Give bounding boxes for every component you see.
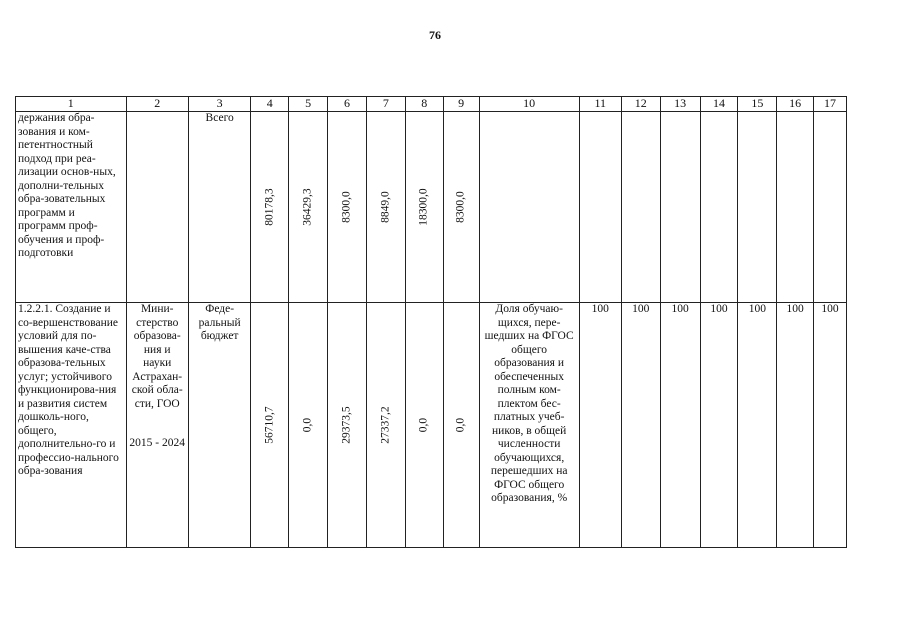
- indicator-value-cell: [660, 112, 700, 303]
- indicator-value-cell: [621, 112, 660, 303]
- amount-cell: [366, 112, 405, 303]
- amount-value: 0,0: [454, 417, 467, 433]
- amount-value: 27337,2: [379, 406, 392, 444]
- executor-cell: [126, 112, 188, 303]
- col-header: 16: [777, 97, 814, 112]
- amount-cell: [289, 112, 328, 303]
- amount-value: 18300,0: [417, 188, 430, 226]
- amount-value: 80178,3: [263, 188, 276, 226]
- amount-value: 0,0: [301, 417, 314, 433]
- col-header: 7: [366, 97, 405, 112]
- col-header: 5: [289, 97, 328, 112]
- page-number: 76: [429, 28, 441, 42]
- amount-value: 8300,0: [340, 191, 353, 223]
- indicator-value-cell: [700, 112, 738, 303]
- amount-cell: [443, 303, 479, 548]
- col-header: 10: [479, 97, 579, 112]
- column-number-row: [16, 97, 847, 112]
- amount-value: 8300,0: [454, 191, 467, 223]
- amount-cell: [405, 112, 443, 303]
- col-header: 14: [700, 97, 738, 112]
- col-header: 15: [738, 97, 777, 112]
- indicator-value-cell: 100: [777, 303, 814, 548]
- executor-text: Мини-стерство образова-ния и науки Астрахан-ской обла-сти, ГОО: [131, 303, 183, 410]
- amount-value: 0,0: [417, 417, 430, 433]
- amount-value: 36429,3: [301, 188, 314, 226]
- executor-cell: [126, 303, 188, 548]
- col-header: 3: [188, 97, 250, 112]
- amount-total-cell: [251, 112, 289, 303]
- indicator-value-cell: 100: [621, 303, 660, 548]
- amount-cell: [366, 303, 405, 548]
- amount-cell: [328, 303, 367, 548]
- funding-source-cell: Феде-ральный бюджет: [188, 303, 250, 548]
- col-header: 9: [443, 97, 479, 112]
- col-header: 6: [328, 97, 367, 112]
- col-header: 17: [814, 97, 847, 112]
- indicator-value-cell: [777, 112, 814, 303]
- period-text: 2015 - 2024: [129, 437, 186, 449]
- amount-cell: [443, 112, 479, 303]
- funding-source-cell: Всего: [188, 112, 250, 303]
- indicator-value-cell: [814, 112, 847, 303]
- indicator-value-cell: 100: [660, 303, 700, 548]
- indicator-cell: Доля обучаю-щихся, пере-шедших на ФГОС общего образования и обеспеченных полным ком-плектом бес-платных учеб-ников, в общей численности обучающихся, перешедших на ФГОС общего образования, %: [479, 303, 579, 548]
- amount-cell: [405, 303, 443, 548]
- indicator-value-cell: 100: [814, 303, 847, 548]
- amount-value: 8849,0: [379, 191, 392, 223]
- col-header: 4: [251, 97, 289, 112]
- amount-value: 56710,7: [263, 406, 276, 444]
- col-header: 11: [579, 97, 621, 112]
- indicator-value-cell: 100: [700, 303, 738, 548]
- amount-cell: [289, 303, 328, 548]
- amount-total-cell: [251, 303, 289, 548]
- col-header: 1: [16, 97, 127, 112]
- indicator-value-cell: 100: [738, 303, 777, 548]
- col-header: 2: [126, 97, 188, 112]
- table-row: [16, 303, 847, 548]
- table-row: [16, 112, 847, 303]
- indicator-value-cell: [738, 112, 777, 303]
- program-table: [15, 96, 847, 548]
- indicator-value-cell: 100: [579, 303, 621, 548]
- amount-value: 29373,5: [340, 406, 353, 444]
- col-header: 12: [621, 97, 660, 112]
- indicator-cell: [479, 112, 579, 303]
- indicator-value-cell: [579, 112, 621, 303]
- amount-cell: [328, 112, 367, 303]
- measure-name-cell: держания обра-зования и ком-петентностный подход при реа-лизации основ-ных, дополни-тельных обра-зовательных программ и программ проф-обучения и проф-подготовки: [16, 112, 127, 303]
- measure-name-cell: 1.2.2.1. Создание и со-вершенствование условий для по-вышения каче-ства образова-тельных услуг; устойчивого функционирова-ния и развития систем дошколь-ного, общего, дополнительно-го и профессио-нального обра-зования: [16, 303, 127, 548]
- col-header: 13: [660, 97, 700, 112]
- col-header: 8: [405, 97, 443, 112]
